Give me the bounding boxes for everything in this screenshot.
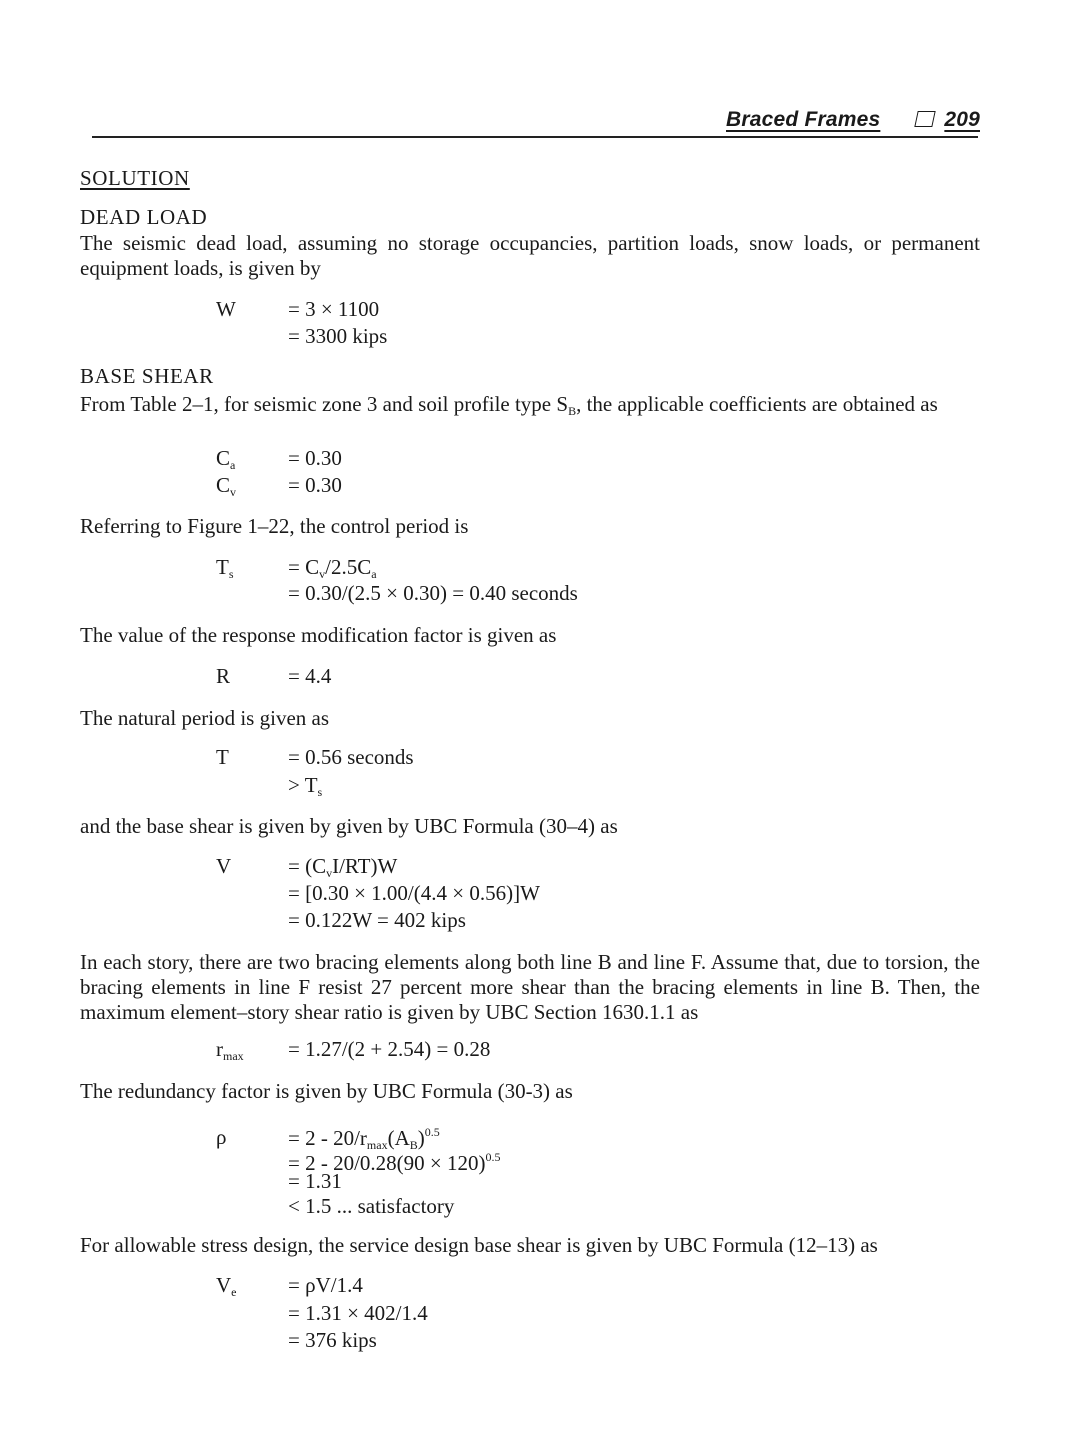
ve-equation-3: = 376 kips (288, 1328, 377, 1352)
v-equation-2: = [0.30 × 1.00/(4.4 × 0.56)]W (288, 881, 540, 905)
service-shear-text: For allowable stress design, the service design base shear is given by UBC Formula (12–13) as (80, 1233, 878, 1257)
weight-symbol: W (216, 297, 236, 321)
ve-equation-1: = ρV/1.4 (288, 1273, 363, 1297)
running-header (590, 108, 980, 132)
v-equation-3: = 0.122W = 402 kips (288, 908, 466, 932)
r-symbol: R (216, 664, 231, 688)
rho-symbol: ρ (216, 1125, 227, 1149)
rho-equation-2: = $2 - 20/0.28(90 \times 120)^{0.5}$ (288, 1150, 501, 1175)
ts-equation-1: = $C_v/2.5C_a$ (288, 555, 377, 581)
dead-load-text: The seismic dead load, assuming no storage occupancies, partition loads, snow loads, or permanent equipment loads, is given by (80, 231, 980, 280)
r-equation: = 4.4 (288, 664, 332, 688)
v-equation-1: = $(C_vI/RT)W$ (288, 854, 398, 880)
response-factor-text: The value of the response modification factor is given as (80, 623, 557, 647)
cv-equation: = 0.30 (288, 473, 342, 497)
t-symbol: T (216, 745, 229, 769)
ve-symbol: $V_e$ (216, 1273, 237, 1299)
rho-equation-1: = $2 - 20/r_{max}(A_B)^{0.5}$ (288, 1125, 440, 1152)
weight-equation-1: = 3 × 1100 (288, 297, 380, 321)
v-symbol: V (216, 854, 232, 878)
base-shear-text: From Table 2–1, for seismic zone 3 and soil profile type $S_B$, the applicable coefficients are obtained as (80, 392, 938, 418)
header-rule (92, 136, 978, 138)
rmax-symbol: $r_{max}$ (216, 1037, 244, 1063)
ts-equation-2: = 0.30/(2.5 × 0.30) = 0.40 seconds (288, 581, 578, 605)
t-equation-1: = 0.56 seconds (288, 745, 414, 769)
redundancy-text: The redundancy factor is given by UBC Formula (30-3) as (80, 1079, 573, 1103)
cv-symbol: $C_v$ (216, 473, 237, 499)
ve-equation-2: = 1.31 × 402/1.4 (288, 1301, 428, 1325)
base-shear-heading: BASE SHEAR (80, 364, 214, 388)
natural-period-text: The natural period is given as (80, 706, 330, 730)
rho-equation-4: < 1.5 ... satisfactory (288, 1194, 455, 1218)
base-shear-formula-text: and the base shear is given by given by UBC Formula (30–4) as (80, 814, 618, 838)
page-number: 209 (944, 108, 980, 131)
ts-symbol: $T_s$ (216, 555, 234, 581)
rho-equation-3: = 1.31 (288, 1169, 342, 1193)
box-separator-icon (915, 111, 936, 127)
control-period-text: Referring to Figure 1–22, the control period is (80, 514, 469, 538)
ca-symbol: $C_a$ (216, 446, 236, 472)
dead-load-heading: DEAD LOAD (80, 205, 208, 229)
ca-equation: = 0.30 (288, 446, 342, 470)
torsion-text: In each story, there are two bracing elements along both line B and line F. Assume that, due to torsion, the bracing elements in line F resist 27 percent more shear than the bracing elements in line B. Then, the maximum element–story shear ratio is given by UBC Section 1630.1.1 as (80, 950, 980, 1024)
weight-equation-2: = 3300 kips (288, 324, 388, 348)
t-equation-2: > $T_s$ (288, 773, 323, 799)
running-header-title: Braced Frames (726, 108, 881, 131)
rmax-equation: = 1.27/(2 + 2.54) = 0.28 (288, 1037, 491, 1061)
solution-heading: SOLUTION (80, 166, 190, 190)
